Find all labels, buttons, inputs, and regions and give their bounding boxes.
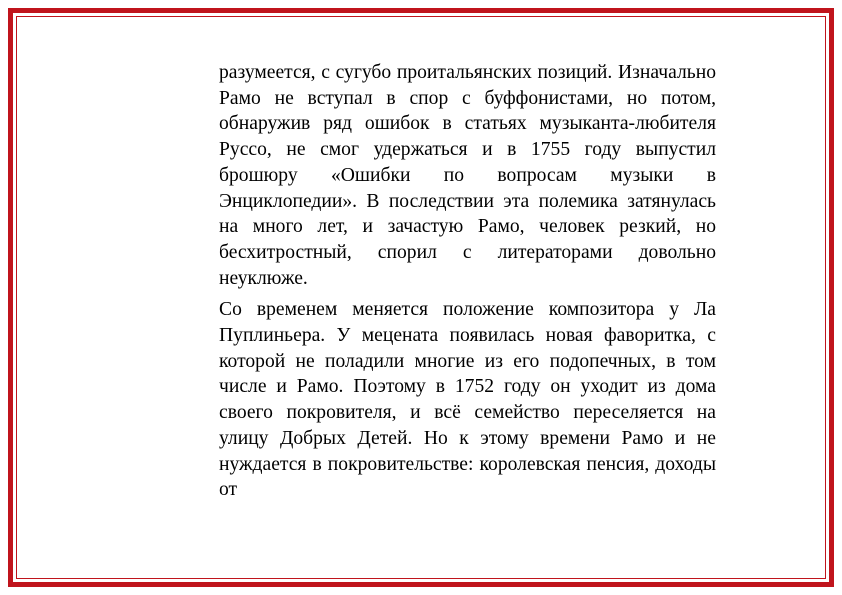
paragraph-1: разумеется, с сугубо проитальянских позиций. Изначально Рамо не вступал в спор с буффонистами, но потом, обнаружив ряд ошибок в статьях музыканта-любителя Руссо, не смог удержаться и в 1755 году выпустил брошюру «Ошибки по вопросам музыки в Энциклопедии». В последствии эта полемика затянулась на много лет, и зачастую Рамо, человек резкий, но бесхитростный, спорил с литераторами довольно неуклюже. — [219, 62, 716, 289]
paragraph-2: Со временем меняется положение композитора у Ла Пуплиньера. У мецената появилась новая фаворитка, с которой не поладили многие из его подопечных, в том числе и Рамо. Поэтому в 1752 году он уходит из дома своего покровителя, и всё семейство переселяется на улицу Добрых Детей. Но к этому времени Рамо и не нуждается в покровительстве: королевская пенсия, доходы от — [219, 299, 716, 501]
body-text — [219, 60, 716, 503]
